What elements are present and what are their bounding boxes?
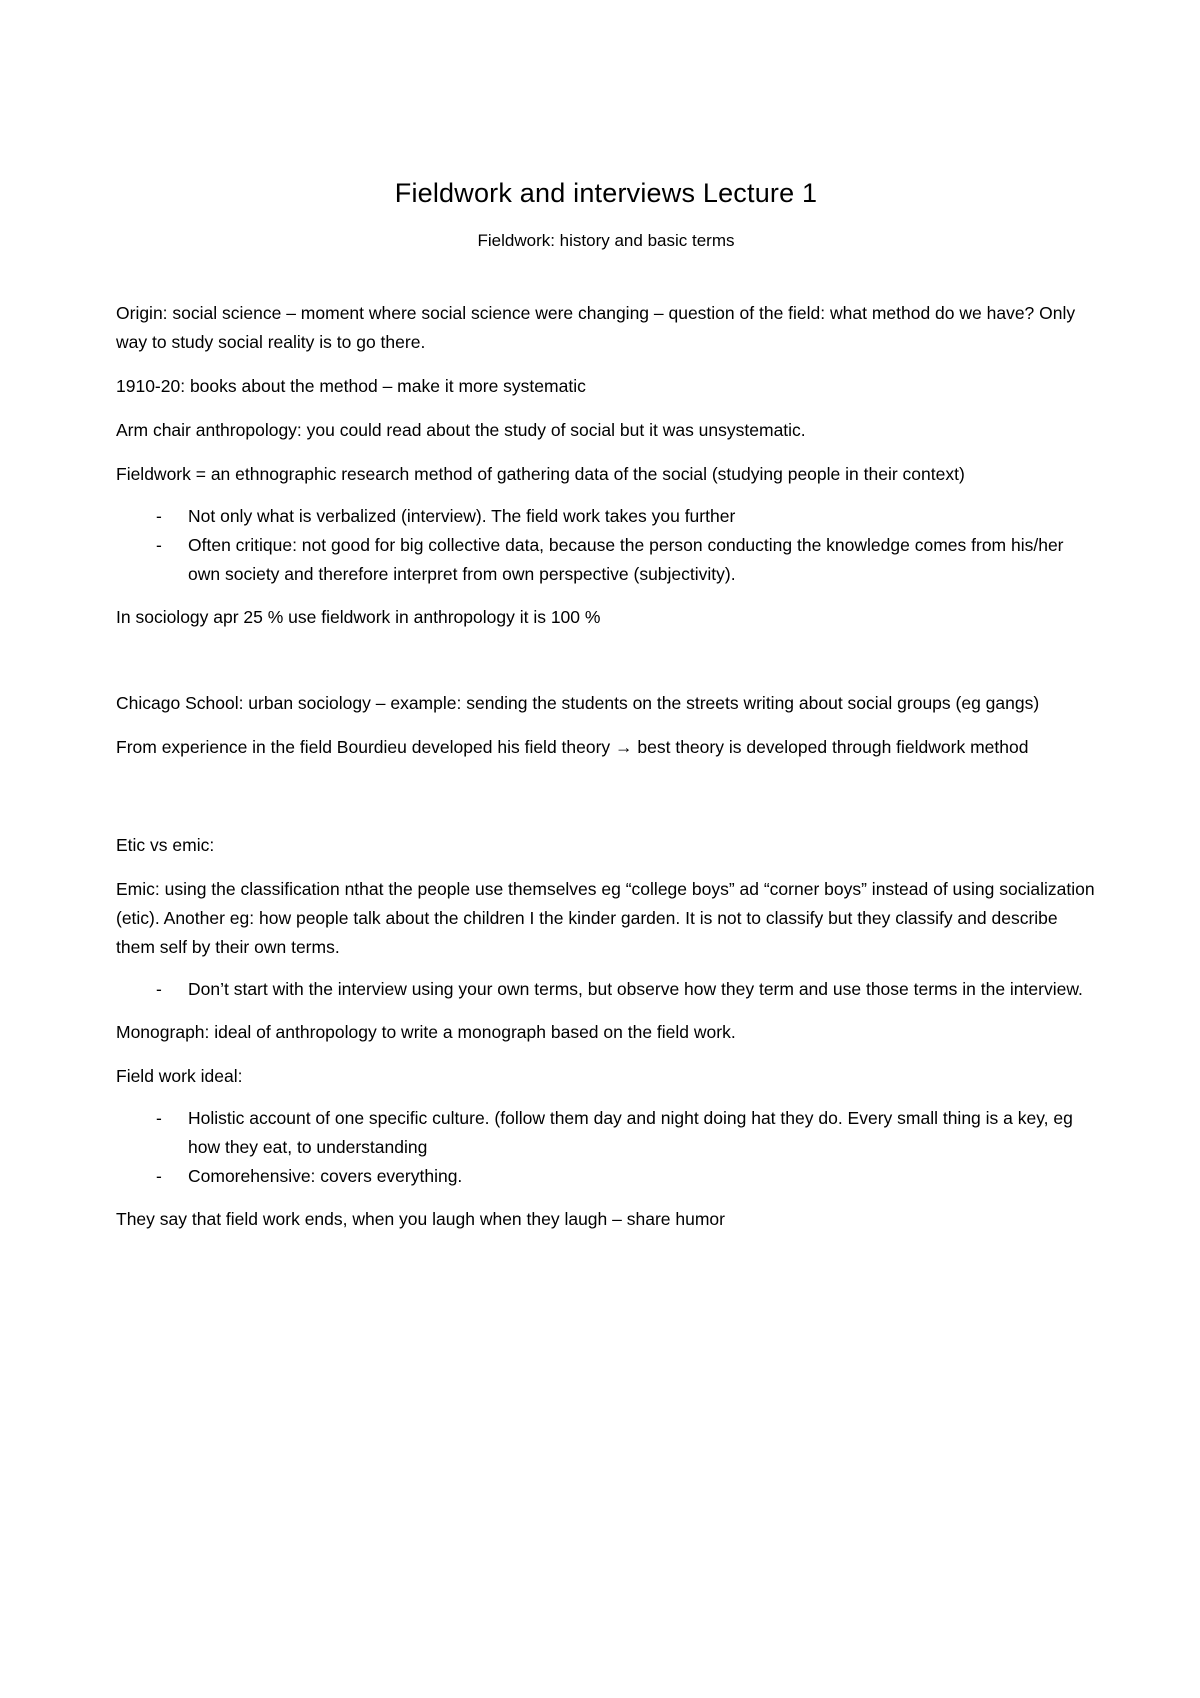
list-item [116, 1104, 1096, 1162]
paragraph-fieldwork-ideal: Field work ideal: [116, 1066, 243, 1086]
list-item-text: Often critique: not good for big collective data, because the person conducting the knowledge comes from his/her own society and therefore interpret from own perspective (subjectivity). [188, 535, 1064, 584]
list-item-text: Comorehensive: covers everything. [188, 1166, 463, 1186]
paragraph-emic: Emic: using the classification nthat the people use themselves eg “college boys” ad “corner boys” instead of using socialization (etic). Another eg: how people talk about the children I the kinder garden. It is not to classify but they classify and describe them self by their own terms. [116, 879, 1095, 957]
list-item-text: Not only what is verbalized (interview). The field work takes you further [188, 506, 736, 526]
paragraph-humor: They say that field work ends, when you laugh when they laugh – share humor [116, 1209, 725, 1229]
document-body [116, 178, 1096, 1249]
document-title: Fieldwork and interviews Lecture 1 [394, 178, 818, 208]
paragraph-1910: 1910-20: books about the method – make it more systematic [116, 376, 586, 396]
list-fieldwork [116, 502, 1096, 589]
dash-bullet: - [156, 1108, 162, 1128]
dash-bullet: - [156, 1166, 162, 1186]
list-emic [116, 975, 1096, 1004]
blank-line [116, 647, 1096, 689]
list-item-text: Don’t start with the interview using your own terms, but observe how they term and use those terms in the interview. [188, 979, 1083, 999]
paragraph-sociology: In sociology apr 25 % use fieldwork in anthropology it is 100 % [116, 607, 601, 627]
list-item [116, 502, 1096, 531]
paragraph-bourdieu: From experience in the field Bourdieu developed his field theory → best theory is developed through fieldwork method [116, 737, 1029, 757]
paragraph-fieldwork-definition: Fieldwork = an ethnographic research method of gathering data of the social (studying people in their context) [116, 464, 965, 484]
paragraph-etic-vs-emic: Etic vs emic: [116, 835, 215, 855]
paragraph-monograph: Monograph: ideal of anthropology to write a monograph based on the field work. [116, 1022, 736, 1042]
list-item [116, 531, 1096, 589]
list-item [116, 975, 1096, 1004]
blank-line [116, 777, 1096, 831]
paragraph-chicago: Chicago School: urban sociology – example: sending the students on the streets writing about social groups (eg gangs) [116, 693, 1040, 713]
paragraph-origin: Origin: social science – moment where social science were changing – question of the field: what method do we have? Only way to study social reality is to go there. [116, 303, 1076, 352]
list-item [116, 1162, 1096, 1191]
dash-bullet: - [156, 506, 162, 526]
document-subtitle: Fieldwork: history and basic terms [477, 231, 735, 250]
dash-bullet: - [156, 535, 162, 555]
list-ideal [116, 1104, 1096, 1191]
paragraph-armchair: Arm chair anthropology: you could read about the study of social but it was unsystematic. [116, 420, 806, 440]
list-item-text: Holistic account of one specific culture. (follow them day and night doing hat they do. Every small thing is a key, eg how they eat, to understanding [188, 1108, 1073, 1157]
dash-bullet: - [156, 979, 162, 999]
